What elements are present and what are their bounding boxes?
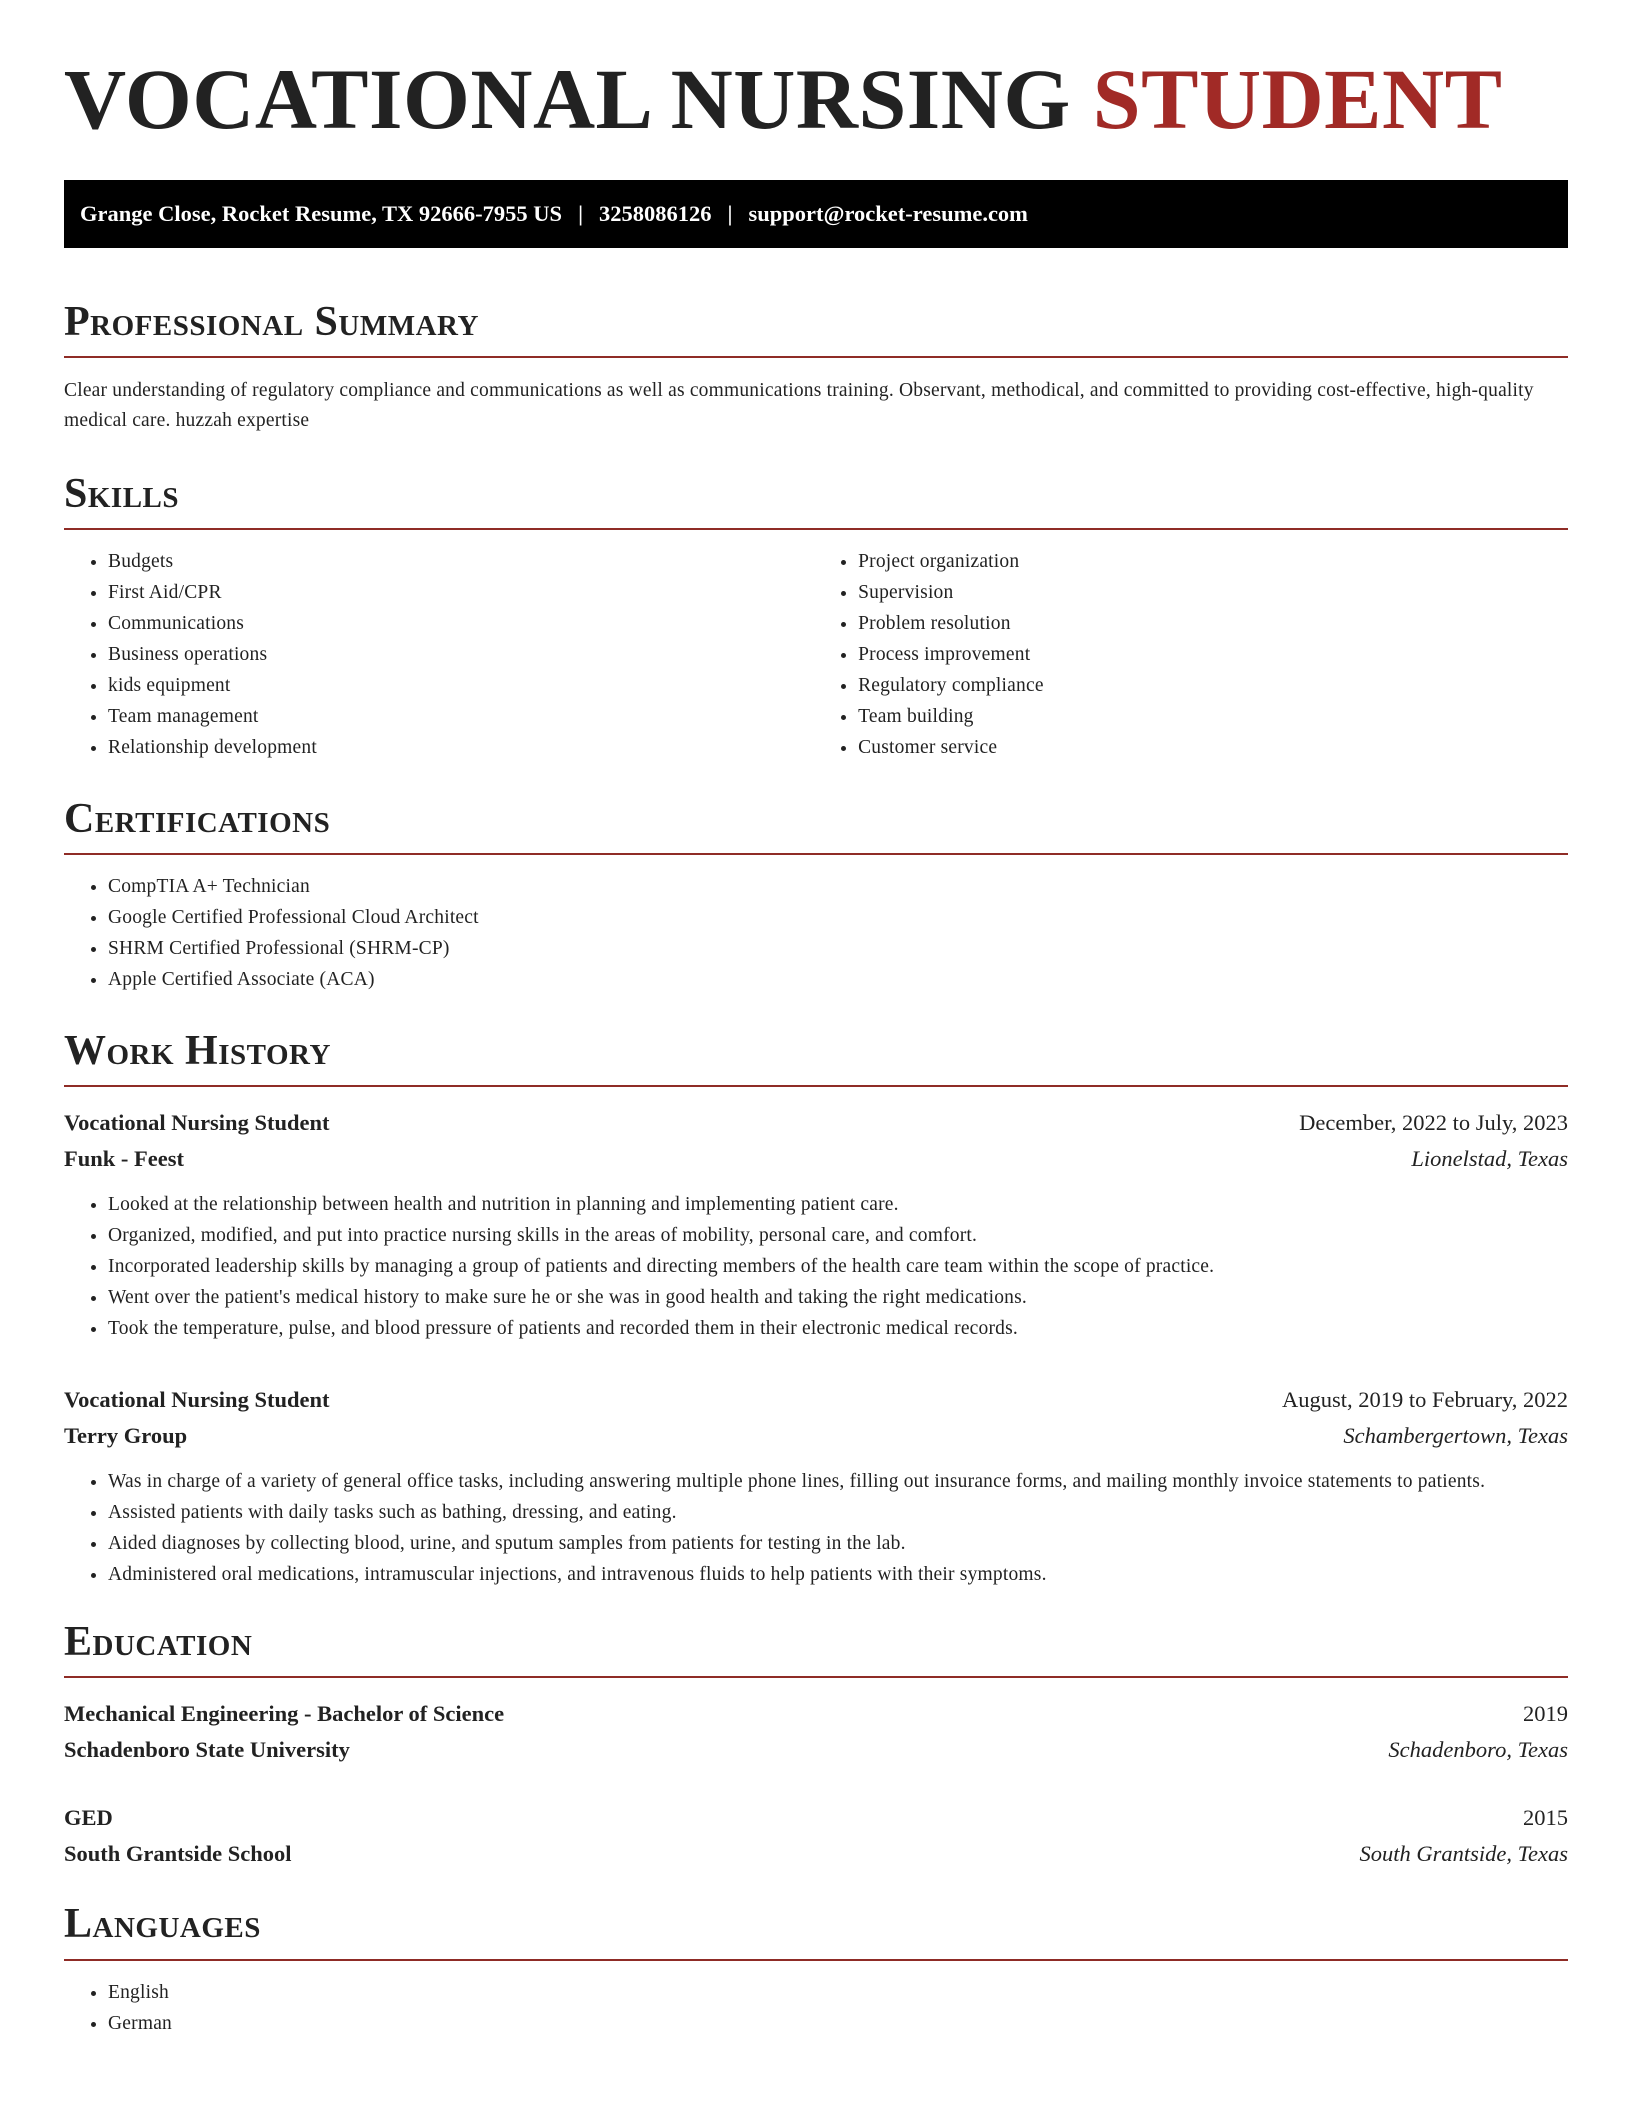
education-school: South Grantside School [64,1841,292,1867]
skills-section [64,472,1568,763]
certifications-section [64,797,1568,995]
languages-section [64,1902,1568,2038]
job-bullet: • Assisted patients with daily tasks such as bathing, dressing, and eating. [108,1497,1568,1528]
language-item: • English [108,1977,1568,2008]
job-bullet: • Aided diagnoses by collecting blood, urine, and sputum samples from patients for testing in the lab. [108,1528,1568,1559]
education-degree: Mechanical Engineering - Bachelor of Science [64,1701,505,1727]
languages-list [64,1977,1568,2039]
education-entry [64,1800,1568,1872]
education-degree: GED [64,1805,113,1831]
contact-email[interactable]: support@rocket-resume.com [748,201,1028,226]
skill-item: • Regulatory compliance [858,670,1568,701]
contact-separator: | [727,201,733,226]
education-year: 2019 [1523,1701,1568,1727]
skill-item: • Team management [108,701,814,732]
job-entry [64,1382,1568,1590]
job-bullets [64,1189,1568,1344]
skills-list-left [64,546,814,763]
skill-item: • Supervision [858,577,1568,608]
certifications-list [64,871,1568,995]
job-bullet: • Went over the patient's medical history to make sure he or she was in good health and taking the right medications. [108,1282,1568,1313]
skill-item: • First Aid/CPR [108,577,814,608]
certification-item: • SHRM Certified Professional (SHRM-CP) [108,933,1568,964]
section-title-education: Education [64,1619,253,1666]
education-school: Schadenboro State University [64,1737,350,1763]
section-divider [64,1676,1568,1678]
skill-item: • Problem resolution [858,608,1568,639]
job-header-row [64,1382,1568,1418]
skill-item: • Business operations [108,639,814,670]
job-bullet: • Was in charge of a variety of general office tasks, including answering multiple phone lines, filling out insurance forms, and mailing monthly invoice statements to patients. [108,1466,1568,1497]
job-bullets [64,1466,1568,1590]
job-dates: August, 2019 to February, 2022 [1281,1387,1568,1413]
job-title: Vocational Nursing Student [64,1387,330,1413]
education-school-row [64,1836,1568,1872]
job-bullet: • Looked at the relationship between health and nutrition in planning and implementing patient care. [108,1189,1568,1220]
contact-bar [64,180,1568,248]
education-section [64,1620,1568,1872]
skill-item: • Process improvement [858,639,1568,670]
skill-item: • Relationship development [108,732,814,763]
resume-title [64,51,1568,147]
skills-list-right [814,546,1568,763]
education-location: South Grantside, Texas [1359,1841,1568,1867]
skill-item: • Budgets [108,546,814,577]
skills-grid [64,530,1568,763]
section-title-certifications: Certifications [64,796,331,843]
skill-item: • kids equipment [108,670,814,701]
job-bullet: • Incorporated leadership skills by managing a group of patients and directing members of the health care team within the scope of practice. [108,1251,1568,1282]
job-location: Schambergertown, Texas [1343,1423,1568,1449]
education-school-row [64,1732,1568,1768]
job-company: Funk - Feest [64,1146,184,1172]
title-accent-text: STUDENT [1092,51,1503,147]
certification-item: • CompTIA A+ Technician [108,871,1568,902]
job-bullet: • Took the temperature, pulse, and blood pressure of patients and recorded them in their electronic medical records. [108,1313,1568,1344]
section-title-languages: Languages [64,1901,261,1948]
contact-phone[interactable]: 3258086126 [599,201,712,226]
job-dates: December, 2022 to July, 2023 [1299,1110,1568,1136]
job-company-row [64,1141,1568,1177]
work-history-section [64,1029,1568,1590]
section-divider [64,1085,1568,1087]
section-divider [64,853,1568,855]
education-degree-row [64,1696,1568,1732]
job-title: Vocational Nursing Student [64,1110,330,1136]
summary-section [64,300,1568,436]
education-location: Schadenboro, Texas [1388,1737,1568,1763]
education-year: 2015 [1523,1805,1568,1831]
job-entry [64,1105,1568,1344]
title-main-text: VOCATIONAL NURSING [64,51,1071,147]
skill-item: • Customer service [858,732,1568,763]
section-divider [64,1959,1568,1961]
job-company: Terry Group [64,1423,188,1449]
job-header-row [64,1105,1568,1141]
language-item: • German [108,2008,1568,2039]
summary-text: Clear understanding of regulatory compliance and communications as well as communications training. Observant, methodical, and committed to providing cost-effective, high-quality medical care. huzzah expertise [64,380,1534,432]
job-location: Lionelstad, Texas [1411,1146,1568,1172]
section-title-work-history: Work History [64,1028,331,1075]
skill-item: • Project organization [858,546,1568,577]
certification-item: • Google Certified Professional Cloud Architect [108,902,1568,933]
section-title-summary: Professional Summary [64,299,479,345]
contact-separator: | [578,201,584,226]
certification-item: • Apple Certified Associate (ACA) [108,964,1568,995]
education-degree-row [64,1800,1568,1836]
job-company-row [64,1418,1568,1454]
skill-item: • Team building [858,701,1568,732]
skill-item: • Communications [108,608,814,639]
section-divider [64,356,1568,358]
education-entry [64,1696,1568,1768]
job-bullet: • Administered oral medications, intramuscular injections, and intravenous fluids to help patients with their symptoms. [108,1559,1568,1590]
contact-address: Grange Close, Rocket Resume, TX 92666-7955 US [80,201,563,226]
job-bullet: • Organized, modified, and put into practice nursing skills in the areas of mobility, personal care, and comfort. [108,1220,1568,1251]
section-title-skills: Skills [64,471,180,518]
